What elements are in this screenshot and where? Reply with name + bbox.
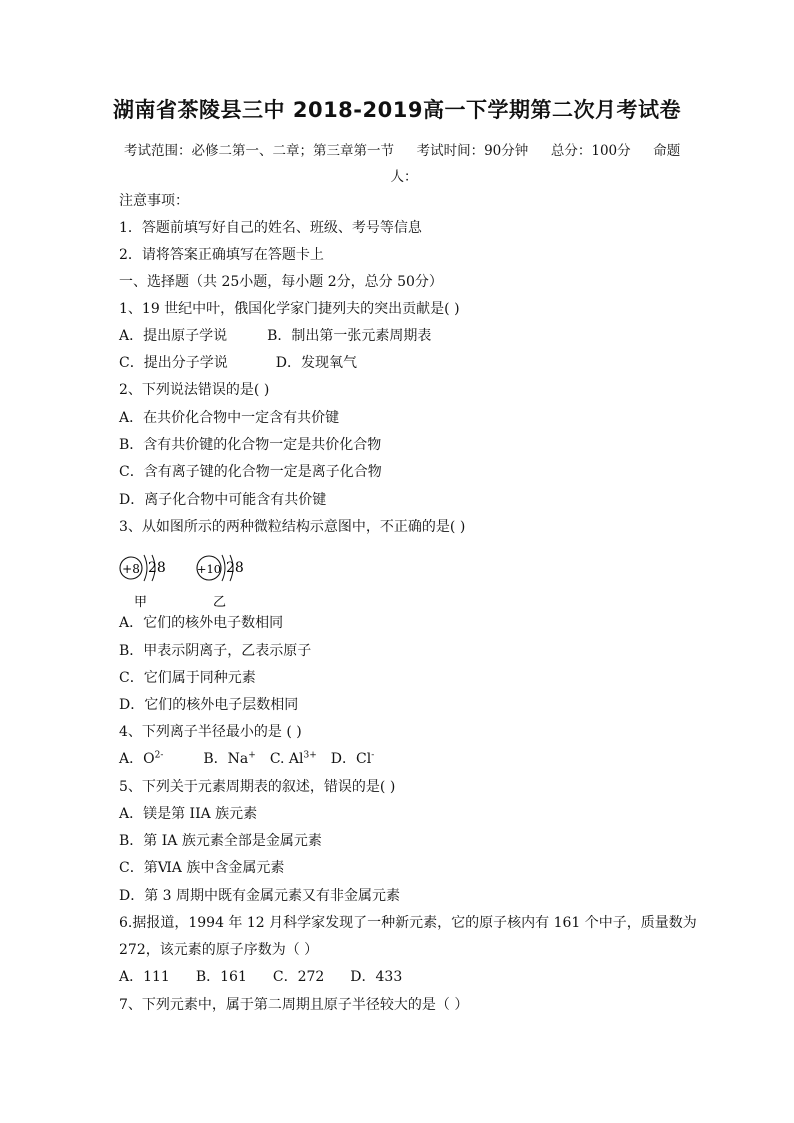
right-particle-label: 乙 [213,595,227,609]
right-nucleus-charge: +10 [196,562,222,576]
q1-option-b: B．制出第一张元素周期表 [267,328,432,344]
q4-stem: 4、下列离子半径最小的是 ( ) [119,724,302,740]
q4-option-c [270,751,317,767]
exam-title: 湖南省茶陵县三中 2018-2019高一下学期第二次月考试卷 [113,98,681,122]
q5-option-b: B．第 IA 族元素全部是金属元素 [119,833,322,849]
q1-options-row2 [119,353,357,373]
q4-options-row [119,749,374,769]
q6-stem-line2: 272，该元素的原子序数为（ ） [119,942,319,958]
q5-option-c: C．第ⅥA 族中含金属元素 [119,860,285,876]
left-shell-arc-1 [144,555,147,581]
exam-info [124,138,684,190]
q2-option-c: C．含有离子键的化合物一定是离子化合物 [119,464,382,480]
q4-option-d [331,751,374,767]
q6-stem-line1: 6.据报道，1994 年 12 月科学家发现了一种新元素，它的原子核内有 161 个中子，质量数为 [119,915,697,931]
exam-time: 考试时间：90分钟 [416,143,529,159]
q1-option-c: C．提出分子学说 [119,355,228,371]
q3-option-d: D．它们的核外电子层数相同 [119,697,299,713]
note-1: 1．答题前填写好自己的姓名、班级、考号等信息 [119,220,422,236]
q3-option-a: A．它们的核外电子数相同 [119,615,284,631]
right-shell-arc-1 [222,555,225,581]
q4-option-d-charge: - [371,750,375,761]
q4-option-d-text: D．Cl [330,751,372,767]
q3-option-c: C．它们属于同种元素 [119,670,256,686]
exam-author-cont: 人： [390,169,418,185]
q5-stem: 5、下列关于元素周期表的叙述，错误的是( ) [119,779,396,795]
q4-option-b-charge: + [248,750,256,761]
q1-options-row1 [119,326,431,346]
q5-option-a: A．镁是第 IIA 族元素 [119,806,258,822]
q2-option-b: B．含有共价键的化合物一定是共价化合物 [119,437,382,453]
q1-option-a: A．提出原子学说 [119,328,228,344]
left-shell-electrons: 28 [148,560,166,576]
q7-stem: 7、下列元素中，属于第二周期且原子半径较大的是（ ） [119,997,469,1013]
q4-option-a-charge: 2- [154,750,164,761]
q4-option-c-charge: 3+ [303,750,317,761]
atom-structure-diagram [116,553,256,609]
exam-range: 考试范围：必修二第一、二章；第三章第一节 [124,143,394,159]
section-heading: 一、选择题（共 25小题，每小题 2分，总分 50分） [119,274,443,290]
right-shell-electrons: 28 [226,560,244,576]
q1-stem: 1、19 世纪中叶，俄国化学家门捷列夫的突出贡献是( ) [119,301,460,317]
exam-score: 总分：100分 [550,143,631,159]
q6-option-d: D．433 [350,969,403,985]
q2-option-d: D．离子化合物中可能含有共价键 [119,492,327,508]
notes-heading: 注意事项： [119,193,189,209]
q2-option-a: A．在共价化合物中一定含有共价键 [119,410,340,426]
q6-options-row [119,967,402,987]
q6-option-c: C．272 [272,969,325,985]
left-particle-label: 甲 [134,595,148,609]
q5-option-d: D．第 3 周期中既有金属元素又有非金属元素 [119,888,401,904]
q6-option-b: B．161 [195,969,247,985]
q4-option-c-text: C. Al [269,751,304,767]
q1-option-d: D．发现氧气 [275,355,357,371]
q2-stem: 2、下列说法错误的是( ) [119,382,270,398]
left-nucleus-charge: +8 [122,562,140,576]
q4-option-a-text: A．O [119,751,155,767]
q3-option-b: B．甲表示阴离子，乙表示原子 [119,643,312,659]
q4-option-b [203,751,255,767]
q3-stem: 3、从如图所示的两种微粒结构示意图中，不正确的是( ) [119,519,466,535]
q4-option-a [119,751,163,767]
q4-option-b-text: B．Na [203,751,249,767]
q6-option-a: A．111 [119,969,170,985]
exam-author-label: 命题 [653,143,681,159]
note-2: 2．请将答案正确填写在答题卡上 [119,247,324,263]
